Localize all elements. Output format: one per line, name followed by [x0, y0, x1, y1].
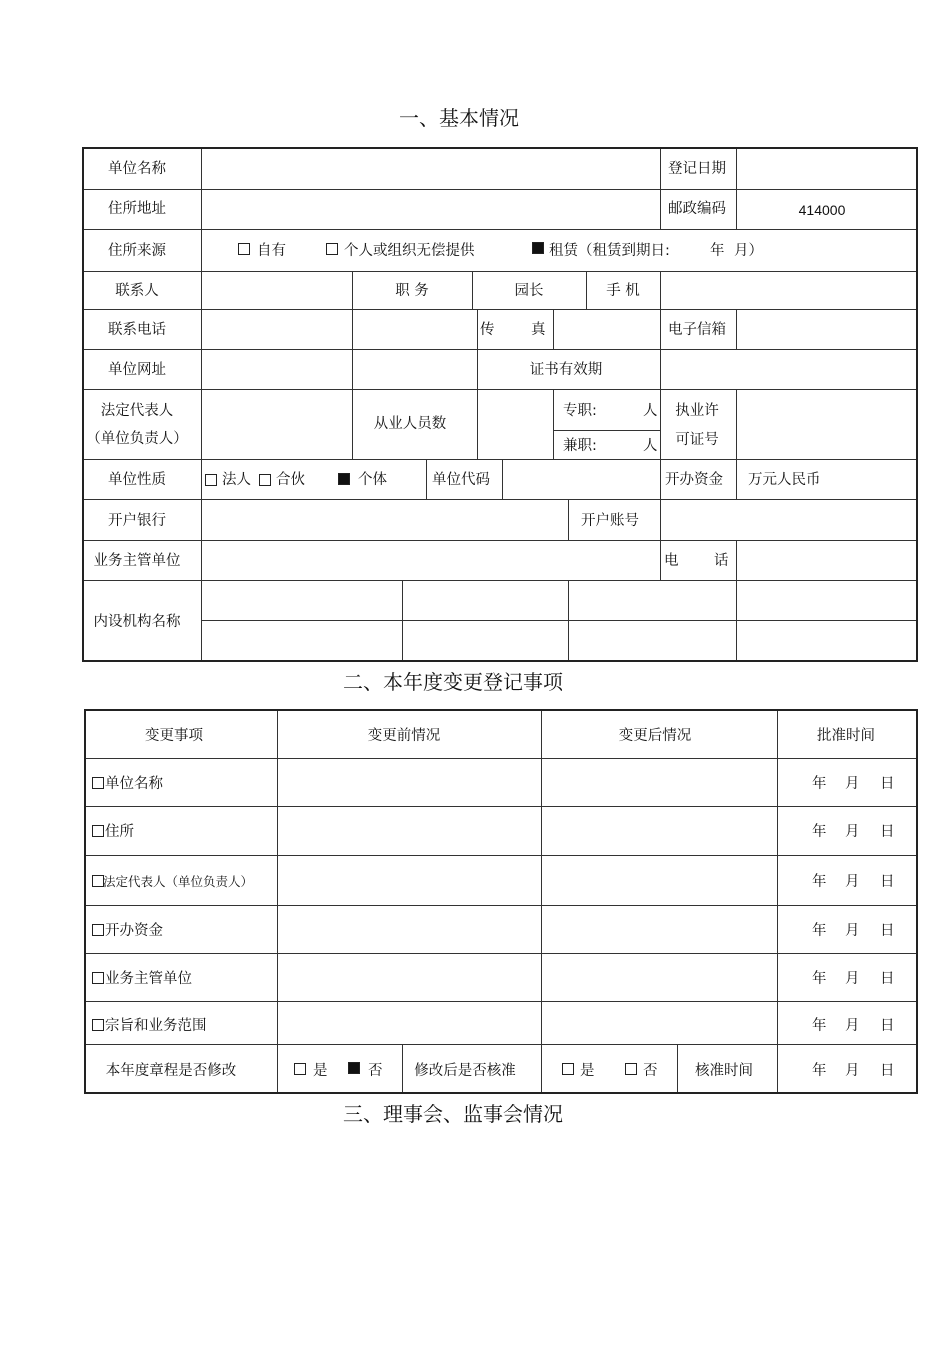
unit-name-label: 单位名称: [108, 161, 166, 177]
row-divider: [86, 1044, 916, 1045]
unit-code-label: 单位代码: [432, 472, 490, 488]
change-item-label: 单位名称: [105, 776, 163, 792]
year-label: 年: [812, 824, 827, 840]
row-divider: [201, 620, 916, 621]
header-after: 变更后情况: [618, 728, 692, 744]
tel-label: 电: [664, 553, 679, 569]
col-divider: [553, 309, 554, 349]
cert-valid-field[interactable]: [662, 351, 914, 387]
capital-value[interactable]: 万元人民币: [748, 472, 821, 488]
fax-field[interactable]: [555, 311, 659, 347]
bank-label: 开户银行: [108, 513, 166, 529]
legal-rep-field[interactable]: [203, 391, 351, 457]
row-divider: [84, 189, 916, 190]
year-label: 年: [812, 776, 827, 792]
col-divider: [541, 711, 542, 1092]
charter-label: 本年度章程是否修改: [105, 1063, 237, 1079]
bank-field[interactable]: [203, 501, 567, 538]
month-label: 月: [845, 1018, 860, 1034]
account-label: 开户账号: [581, 513, 639, 529]
year-label: 年: [812, 874, 827, 890]
header-approval-time: 批准时间: [817, 728, 875, 744]
change-checkbox-purpose-scope[interactable]: [92, 1019, 104, 1031]
legal-rep-label: 法定代表人: [100, 403, 174, 419]
row-divider: [86, 855, 916, 856]
supervisor-label: 业务主管单位: [93, 553, 181, 569]
col-divider: [736, 309, 737, 349]
col-divider: [553, 389, 554, 459]
postcode-label: 邮政编码: [668, 201, 726, 217]
parttime-unit: 人: [643, 438, 658, 454]
row-divider: [84, 309, 916, 310]
section-2-title: 二、本年度变更登记事项: [343, 670, 563, 694]
mobile-field[interactable]: [662, 273, 914, 307]
col-divider: [660, 349, 661, 389]
license-label: 执业许: [675, 403, 719, 419]
row-divider: [84, 389, 916, 390]
license-field[interactable]: [738, 391, 914, 457]
fax-label: 传: [480, 322, 495, 338]
free-checkbox[interactable]: [326, 243, 338, 255]
contact-field[interactable]: [203, 273, 351, 307]
month-label: 月: [845, 923, 860, 939]
rent-month-label: 月）: [734, 243, 763, 259]
address-label: 住所地址: [108, 201, 166, 217]
row-divider: [84, 229, 916, 230]
change-item-label: 宗旨和业务范围: [105, 1018, 207, 1034]
individual-option-label: 个体: [358, 472, 387, 488]
day-label: 日: [880, 1018, 895, 1034]
charter-yes-checkbox[interactable]: [294, 1063, 306, 1075]
year-label: 年: [812, 923, 827, 939]
col-divider: [277, 711, 278, 1092]
email-label: 电子信箱: [668, 322, 726, 338]
month-label: 月: [845, 824, 860, 840]
account-field[interactable]: [662, 501, 914, 538]
row-divider: [84, 540, 916, 541]
supervisor-field[interactable]: [203, 542, 659, 578]
day-label: 日: [880, 1063, 895, 1079]
col-divider: [568, 580, 569, 660]
approved-label: 修改后是否核准: [414, 1063, 516, 1079]
change-checkbox-address[interactable]: [92, 825, 104, 837]
col-divider: [660, 499, 661, 540]
charter-yes-label: 是: [313, 1063, 328, 1079]
col-divider: [201, 149, 202, 660]
col-divider: [402, 580, 403, 660]
row-divider: [84, 271, 916, 272]
change-checkbox-unit-name[interactable]: [92, 777, 104, 789]
free-option-label: 个人或组织无偿提供: [344, 243, 475, 259]
unit-name-field[interactable]: [203, 151, 658, 187]
own-checkbox[interactable]: [238, 243, 250, 255]
charter-no-label: 否: [368, 1063, 383, 1079]
website-label: 单位网址: [108, 362, 166, 378]
col-divider: [660, 271, 661, 309]
legal-person-checkbox[interactable]: [205, 474, 217, 486]
partnership-option-label: 合伙: [276, 472, 305, 488]
change-checkbox-supervisor[interactable]: [92, 972, 104, 984]
row-divider: [84, 499, 916, 500]
source-label: 住所来源: [108, 243, 166, 259]
row-divider: [86, 806, 916, 807]
approved-no-checkbox[interactable]: [625, 1063, 637, 1075]
tel-field[interactable]: [738, 542, 914, 578]
license-label-sub: 可证号: [675, 432, 719, 448]
day-label: 日: [880, 776, 895, 792]
fulltime-label: 专职:: [563, 403, 597, 419]
year-label: 年: [812, 1063, 827, 1079]
change-item-label: 业务主管单位: [105, 971, 192, 987]
col-divider: [502, 459, 503, 499]
change-checkbox-capital[interactable]: [92, 924, 104, 936]
day-label: 日: [880, 971, 895, 987]
reg-date-label: 登记日期: [668, 161, 726, 177]
cert-valid-label: 证书有效期: [529, 362, 603, 378]
col-divider: [736, 149, 737, 229]
month-label: 月: [845, 1063, 860, 1079]
col-divider: [477, 309, 478, 459]
changes-table-frame: [84, 709, 918, 1094]
row-divider: [86, 953, 916, 954]
col-divider: [736, 580, 737, 660]
change-item-label: 开办资金: [105, 923, 163, 939]
phone-label: 联系电话: [108, 322, 166, 338]
row-divider: [84, 580, 916, 581]
website-field[interactable]: [203, 351, 476, 387]
contact-label: 联系人: [115, 283, 159, 299]
col-divider: [660, 459, 661, 499]
row-divider: [86, 758, 916, 759]
capital-label: 开办资金: [665, 472, 723, 488]
duty-label: 职 务: [395, 283, 429, 299]
year-label: 年: [812, 1018, 827, 1034]
col-divider: [568, 499, 569, 540]
year-label: 年: [812, 971, 827, 987]
section-3-title: 三、理事会、监事会情况: [343, 1102, 563, 1126]
month-label: 月: [845, 776, 860, 792]
row-divider: [84, 349, 916, 350]
day-label: 日: [880, 923, 895, 939]
individual-checkbox-checked[interactable]: [338, 473, 350, 485]
col-divider: [736, 540, 737, 580]
section-1-title: 一、基本情况: [399, 106, 519, 130]
approve-time-label: 核准时间: [695, 1063, 753, 1079]
partnership-checkbox[interactable]: [259, 474, 271, 486]
tel-label-2: 话: [714, 553, 729, 569]
col-divider: [402, 1044, 403, 1092]
charter-no-checkbox-checked[interactable]: [348, 1062, 360, 1074]
approved-no-label: 否: [643, 1063, 658, 1079]
day-label: 日: [880, 824, 895, 840]
own-option-label: 自有: [257, 243, 286, 259]
fulltime-unit: 人: [643, 403, 658, 419]
col-divider: [472, 271, 473, 309]
col-divider: [660, 540, 661, 580]
row-divider: [86, 905, 916, 906]
unit-code-field[interactable]: [504, 461, 659, 497]
col-divider: [736, 459, 737, 499]
reg-date-field[interactable]: [738, 151, 914, 187]
col-divider: [660, 309, 661, 349]
row-divider: [84, 459, 916, 460]
col-divider: [777, 711, 778, 1092]
col-divider: [586, 271, 587, 309]
approved-yes-checkbox[interactable]: [562, 1063, 574, 1075]
month-label: 月: [845, 874, 860, 890]
phone-field-1[interactable]: [203, 311, 351, 347]
nature-label: 单位性质: [108, 472, 166, 488]
email-field[interactable]: [738, 311, 914, 347]
col-divider: [677, 1044, 678, 1092]
approved-yes-label: 是: [580, 1063, 595, 1079]
legal-rep-label-sub: （单位负责人）: [86, 431, 188, 447]
header-change-item: 变更事项: [145, 728, 203, 744]
month-label: 月: [845, 971, 860, 987]
phone-field-2[interactable]: [354, 311, 476, 347]
change-item-label: 住所: [105, 824, 134, 840]
rent-checkbox-checked[interactable]: [532, 242, 544, 254]
col-divider: [660, 149, 661, 229]
fax-label-2: 真: [531, 322, 546, 338]
duty-value[interactable]: 园长: [514, 283, 544, 299]
header-before: 变更前情况: [367, 728, 441, 744]
col-divider: [426, 459, 427, 499]
change-item-label: 法定代表人（单位负责人）: [103, 874, 254, 889]
parttime-label: 兼职:: [563, 438, 597, 454]
address-field[interactable]: [203, 191, 658, 227]
internal-label: 内设机构名称: [93, 614, 181, 630]
legal-person-option-label: 法人: [222, 472, 251, 488]
rent-option-label: 租赁（租赁到期日:: [549, 243, 670, 259]
day-label: 日: [880, 874, 895, 890]
rent-year-label: 年: [710, 243, 725, 259]
col-divider: [736, 389, 737, 459]
staff-label: 从业人员数: [373, 416, 447, 432]
row-divider: [86, 1001, 916, 1002]
mobile-label: 手 机: [606, 283, 640, 299]
col-divider: [660, 389, 661, 459]
row-divider: [553, 430, 661, 431]
postcode-value[interactable]: 414000: [798, 202, 846, 218]
